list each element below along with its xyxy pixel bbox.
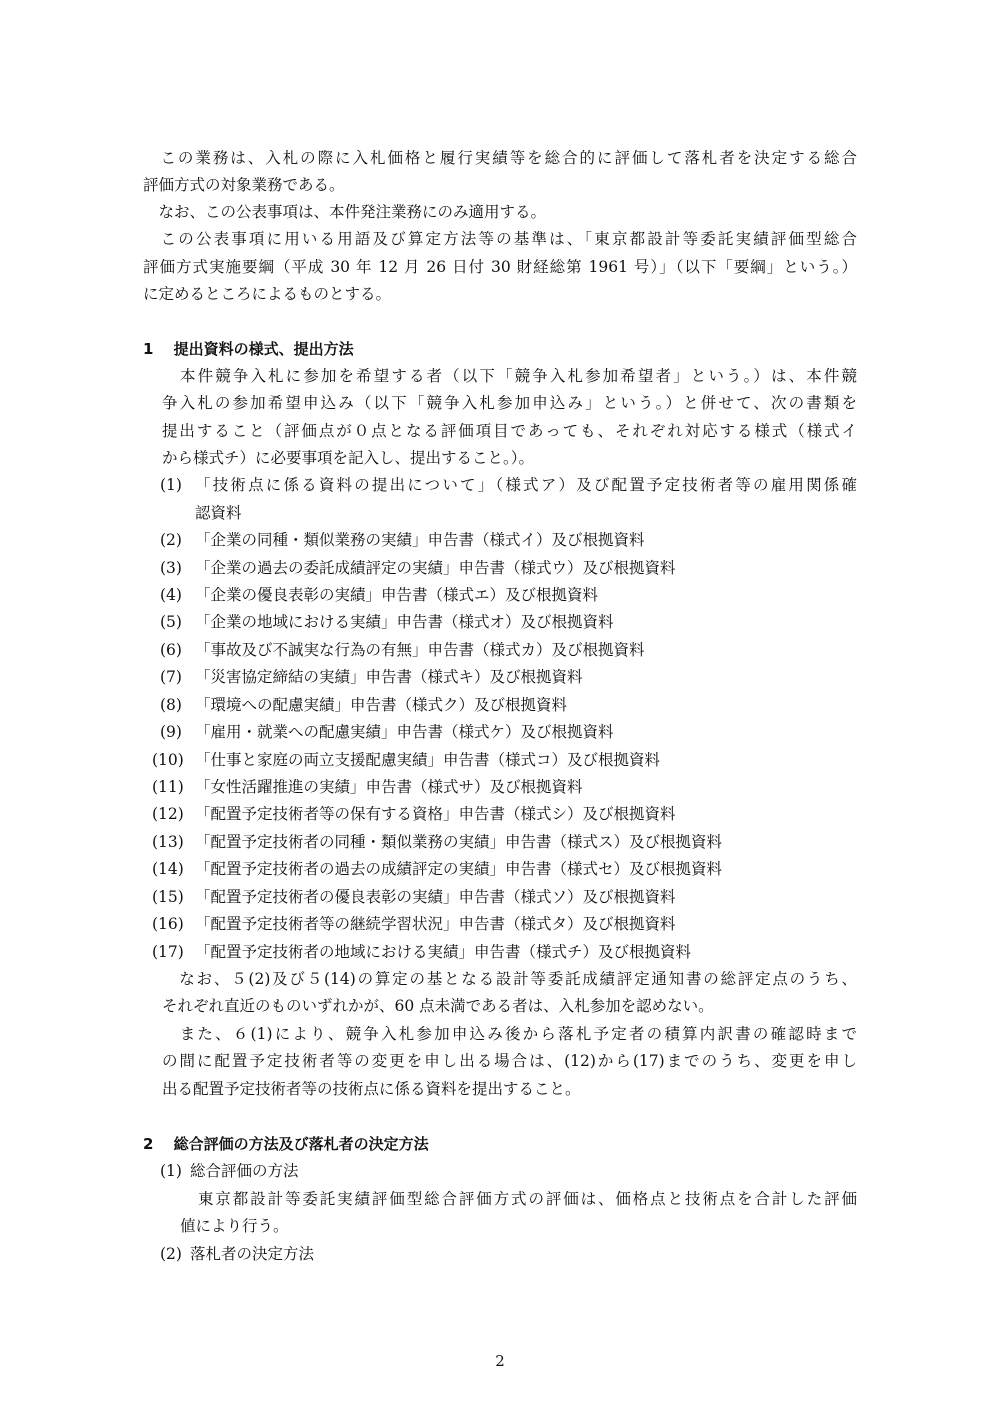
intro-paragraph-3-line-1: この公表事項に用いる用語及び算定方法等の基準は、「東京都設計等委託実績評価型総合	[143, 230, 857, 248]
note-2-line-3: 出る配置予定技術者等の技術点に係る資料を提出すること。	[162, 1080, 581, 1098]
list-item-text: 「配置予定技術者の過去の成績評定の実績」申告書（様式セ）及び根拠資料	[195, 860, 723, 878]
subsection-1-body-line-1: 東京都設計等委託実績評価型総合評価方式の評価は、価格点と技術点を合計した評価	[198, 1190, 857, 1208]
list-item-number: (12)	[152, 805, 184, 823]
list-item-number: (8)	[160, 696, 182, 714]
list-item-text: 「事故及び不誠実な行為の有無」申告書（様式カ）及び根拠資料	[195, 641, 645, 659]
list-item-text: 「配置予定技術者等の保有する資格」申告書（様式シ）及び根拠資料	[195, 805, 676, 823]
subsection-1-number: (1)	[160, 1162, 182, 1180]
list-item-number: (13)	[152, 833, 184, 851]
list-item-number: (4)	[160, 586, 182, 604]
list-item-number: (16)	[152, 915, 184, 933]
list-item-number: (7)	[160, 668, 182, 686]
list-item-number: (10)	[152, 751, 184, 769]
subsection-2-number: (2)	[160, 1245, 182, 1263]
list-item-text: 「配置予定技術者の同種・類似業務の実績」申告書（様式ス）及び根拠資料	[195, 833, 723, 851]
subsection-1-body-line-2: 値により行う。	[180, 1217, 289, 1235]
list-item-text-continued: 認資料	[195, 504, 242, 522]
subsection-1-title: 総合評価の方法	[190, 1162, 299, 1180]
list-item-text: 「技術点に係る資料の提出について」（様式ア）及び配置予定技術者等の雇用関係確	[195, 476, 857, 494]
list-item-text: 「配置予定技術者の優良表彰の実績」申告書（様式ソ）及び根拠資料	[195, 888, 676, 906]
list-item-number: (3)	[160, 559, 182, 577]
list-item-number: (14)	[152, 860, 184, 878]
list-item-text: 「企業の過去の委託成績評定の実績」申告書（様式ウ）及び根拠資料	[195, 559, 676, 577]
intro-paragraph-3-line-3: に定めるところによるものとする。	[143, 285, 392, 303]
note-1-line-2: それぞれ直近のものいずれかが、60 点未満である者は、入札参加を認めない。	[162, 997, 714, 1015]
list-item-number: (11)	[152, 778, 184, 796]
section-1-heading: 1 提出資料の様式、提出方法	[143, 340, 354, 358]
list-item-text: 「企業の地域における実績」申告書（様式オ）及び根拠資料	[195, 613, 614, 631]
list-item-number: (6)	[160, 641, 182, 659]
list-item-number: (1)	[160, 476, 182, 494]
list-item-text: 「配置予定技術者の地域における実績」申告書（様式チ）及び根拠資料	[195, 943, 692, 961]
section-1-paragraph-line-2: 争入札の参加希望申込み（以下「競争入札参加申込み」という。）と併せて、次の書類を	[162, 394, 857, 412]
note-2-line-1: また、６(1)により、競争入札参加申込み後から落札予定者の積算内訳書の確認時まで	[162, 1025, 857, 1043]
list-item-number: (15)	[152, 888, 184, 906]
note-1-line-1: なお、５(2)及び５(14)の算定の基となる設計等委託成績評定通知書の総評定点のうち、	[162, 970, 857, 988]
intro-paragraph-1-line-2: 評価方式の対象業務である。	[143, 176, 345, 194]
section-1-paragraph-line-3: 提出すること（評価点が０点となる評価項目であっても、それぞれ対応する様式（様式イ	[162, 422, 857, 440]
intro-paragraph-2: なお、この公表事項は、本件発注業務にのみ適用する。	[143, 203, 547, 221]
list-item-text: 「環境への配慮実績」申告書（様式ク）及び根拠資料	[195, 696, 568, 714]
section-1-paragraph-line-1: 本件競争入札に参加を希望する者（以下「競争入札参加希望者」という。）は、本件競	[180, 367, 857, 385]
list-item-text: 「企業の同種・類似業務の実績」申告書（様式イ）及び根拠資料	[195, 531, 645, 549]
list-item-text: 「女性活躍推進の実績」申告書（様式サ）及び根拠資料	[195, 778, 583, 796]
section-1-paragraph-line-4: から様式チ）に必要事項を記入し、提出すること。）。	[162, 449, 535, 467]
section-2-heading: 2 総合評価の方法及び落札者の決定方法	[143, 1135, 429, 1153]
list-item-number: (2)	[160, 531, 182, 549]
list-item-number: (17)	[152, 943, 184, 961]
list-item-text: 「配置予定技術者等の継続学習状況」申告書（様式タ）及び根拠資料	[195, 915, 676, 933]
list-item-number: (5)	[160, 613, 182, 631]
list-item-text: 「企業の優良表彰の実績」申告書（様式エ）及び根拠資料	[195, 586, 599, 604]
intro-paragraph-1-line-1: この業務は、入札の際に入札価格と履行実績等を総合的に評価して落札者を決定する総合	[143, 149, 857, 167]
list-item-text: 「雇用・就業への配慮実績」申告書（様式ケ）及び根拠資料	[195, 723, 614, 741]
list-item-text: 「仕事と家庭の両立支援配慮実績」申告書（様式コ）及び根拠資料	[195, 751, 661, 769]
list-item-text: 「災害協定締結の実績」申告書（様式キ）及び根拠資料	[195, 668, 583, 686]
subsection-2-title: 落札者の決定方法	[190, 1245, 315, 1263]
intro-paragraph-3-line-2: 評価方式実施要綱（平成 30 年 12 月 26 日付 30 財経総第 1961 号）」（以下「要綱」という。）	[143, 258, 857, 276]
page-number: 2	[495, 1352, 505, 1370]
list-item-number: (9)	[160, 723, 182, 741]
note-2-line-2: の間に配置予定技術者等の変更を申し出る場合は、(12)から(17)までのうち、変更を申し	[162, 1052, 857, 1070]
